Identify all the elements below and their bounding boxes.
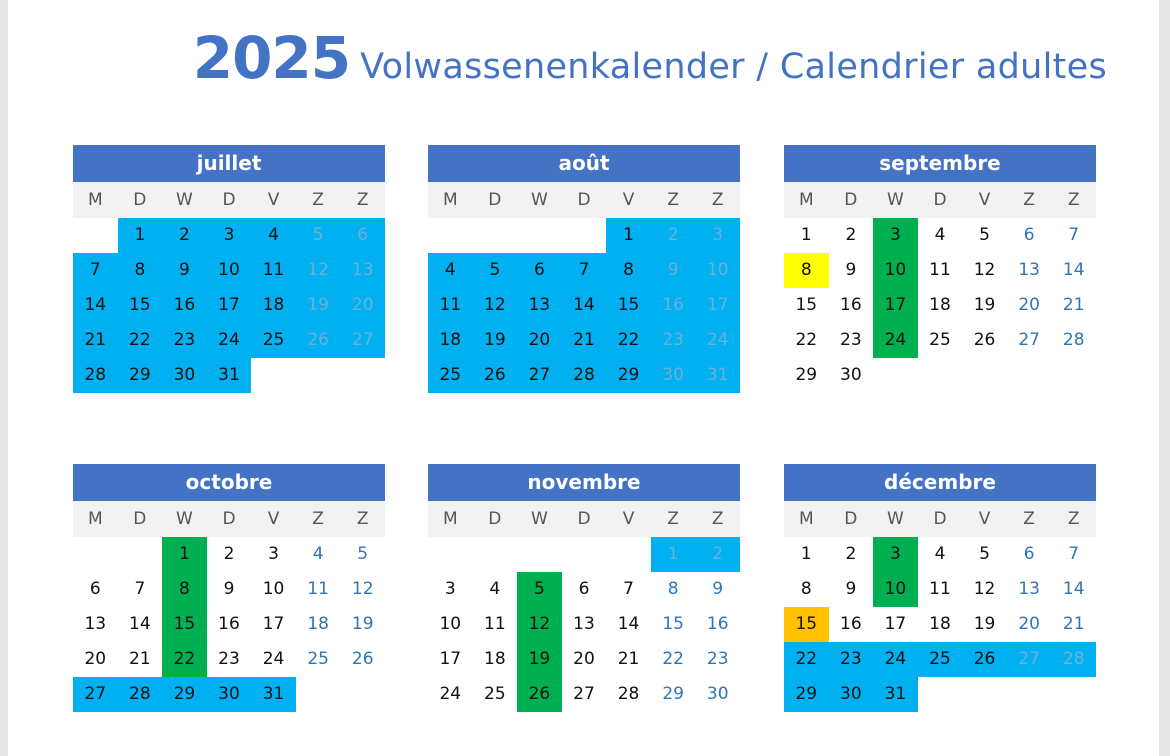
day-cell: 24: [873, 323, 918, 358]
weekday-label: Z: [356, 509, 369, 529]
day-cell: 7: [1068, 544, 1080, 564]
empty-cell: [562, 218, 607, 253]
day-cell: 10: [873, 253, 918, 288]
day-cell: 21: [562, 323, 607, 358]
day-cell: 31: [251, 677, 296, 712]
day-cell: 18: [484, 649, 506, 669]
day-cell: 20: [517, 323, 562, 358]
day-cell: 17: [207, 288, 252, 323]
day-cell: 28: [617, 684, 640, 704]
day-cell: 27: [517, 358, 562, 393]
day-cell: 1: [651, 537, 696, 572]
day-cell: 17: [439, 649, 462, 669]
day-cell: 1: [800, 544, 812, 564]
weekday-label: Z: [312, 509, 324, 529]
day-cell: 12: [351, 579, 374, 599]
month-title: septembre: [784, 145, 1096, 182]
day-cell: 19: [973, 295, 996, 315]
day-grid: [73, 537, 385, 712]
weekday-label: V: [267, 509, 280, 529]
day-cell: 23: [706, 649, 729, 669]
month-block: [784, 464, 1096, 712]
day-cell: 21: [129, 649, 151, 669]
day-cell: 4: [312, 544, 324, 564]
day-cell: 24: [873, 642, 918, 677]
month-title: novembre: [428, 464, 740, 501]
weekday-label: Z: [356, 190, 369, 210]
day-cell: 15: [662, 614, 684, 634]
day-cell: 4: [251, 218, 296, 253]
weekday-label: Z: [667, 509, 679, 529]
weekday-label: W: [176, 509, 193, 529]
day-grid: [428, 537, 740, 712]
day-cell: 3: [268, 544, 279, 564]
day-cell: 15: [606, 288, 651, 323]
day-cell: 18: [307, 614, 329, 634]
weekday-label: W: [887, 509, 904, 529]
day-cell: 3: [873, 218, 918, 253]
weekday-label: D: [133, 509, 147, 529]
day-cell: 12: [973, 579, 996, 599]
day-cell: 8: [667, 579, 679, 599]
day-cell: 16: [218, 614, 240, 634]
day-cell: 5: [979, 225, 990, 245]
weekday-label: D: [577, 190, 591, 210]
day-cell: 14: [617, 614, 640, 634]
day-cell: 27: [573, 684, 595, 704]
day-cell: 23: [162, 323, 207, 358]
weekday-label: Z: [1023, 190, 1035, 210]
day-cell: 20: [573, 649, 595, 669]
weekday-header-row: [73, 182, 385, 218]
month-title: octobre: [73, 464, 385, 501]
day-cell: 29: [662, 684, 684, 704]
day-cell: 27: [1007, 642, 1052, 677]
day-cell: 11: [929, 579, 951, 599]
day-cell: 2: [223, 544, 235, 564]
page-title: [8, 24, 1107, 92]
day-cell: 7: [623, 579, 634, 599]
day-cell: 13: [340, 253, 385, 288]
weekday-label: V: [622, 509, 635, 529]
weekday-label: W: [531, 509, 548, 529]
weekday-label: V: [622, 190, 635, 210]
weekday-label: Z: [1067, 509, 1080, 529]
day-cell: 21: [1062, 295, 1085, 315]
day-cell: 23: [218, 649, 240, 669]
empty-cell: [118, 537, 163, 572]
day-cell: 7: [1068, 225, 1080, 245]
weekday-label: M: [442, 190, 458, 210]
day-cell: 15: [784, 607, 829, 642]
day-cell: 25: [484, 684, 506, 704]
weekday-label: D: [577, 509, 591, 529]
day-cell: 13: [517, 288, 562, 323]
weekday-label: Z: [667, 190, 679, 210]
day-cell: 23: [840, 330, 862, 350]
day-cell: 24: [439, 684, 462, 704]
day-cell: 29: [162, 677, 207, 712]
day-cell: 8: [800, 579, 812, 599]
day-cell: 11: [307, 579, 329, 599]
day-cell: 11: [251, 253, 296, 288]
empty-cell: [606, 537, 651, 572]
day-cell: 8: [162, 572, 207, 607]
day-cell: 12: [473, 288, 518, 323]
day-cell: 19: [296, 288, 341, 323]
day-cell: 25: [251, 323, 296, 358]
empty-cell: [73, 218, 118, 253]
day-cell: 17: [884, 614, 907, 634]
day-cell: 3: [207, 218, 252, 253]
day-cell: 15: [795, 295, 818, 315]
day-cell: 29: [118, 358, 163, 393]
title-subtitle: Volwassenenkalender / Calendrier adultes: [360, 47, 1107, 87]
weekday-label: D: [222, 190, 236, 210]
day-cell: 10: [695, 253, 740, 288]
day-cell: 14: [73, 288, 118, 323]
day-cell: 17: [873, 288, 918, 323]
day-cell: 5: [296, 218, 341, 253]
empty-cell: [517, 218, 562, 253]
weekday-header-row: [428, 182, 740, 218]
day-cell: 22: [162, 642, 207, 677]
day-cell: 3: [695, 218, 740, 253]
day-cell: 6: [1023, 544, 1035, 564]
day-cell: 22: [606, 323, 651, 358]
day-cell: 25: [428, 358, 473, 393]
month-title: décembre: [784, 464, 1096, 501]
weekday-label: M: [798, 190, 814, 210]
month-block: [428, 464, 740, 712]
day-cell: 29: [795, 365, 818, 385]
day-cell: 19: [517, 642, 562, 677]
day-cell: 5: [517, 572, 562, 607]
day-cell: 28: [73, 358, 118, 393]
day-cell: 9: [162, 253, 207, 288]
weekday-label: Z: [1023, 509, 1035, 529]
day-cell: 10: [439, 614, 462, 634]
weekday-label: M: [87, 190, 103, 210]
weekday-label: Z: [711, 509, 724, 529]
day-cell: 29: [606, 358, 651, 393]
weekday-label: W: [887, 190, 904, 210]
weekday-header-row: [73, 501, 385, 537]
day-cell: 22: [662, 649, 684, 669]
day-cell: 4: [428, 253, 473, 288]
day-cell: 23: [829, 642, 874, 677]
day-cell: 6: [517, 253, 562, 288]
day-cell: 13: [1018, 260, 1040, 280]
day-cell: 27: [1018, 330, 1040, 350]
day-cell: 21: [1062, 614, 1085, 634]
day-cell: 21: [617, 649, 640, 669]
day-cell: 26: [351, 649, 374, 669]
day-cell: 16: [840, 614, 862, 634]
day-cell: 28: [118, 677, 163, 712]
day-cell: 11: [484, 614, 506, 634]
day-cell: 8: [118, 253, 163, 288]
day-cell: 10: [873, 572, 918, 607]
month-block: [73, 464, 385, 712]
empty-cell: [517, 537, 562, 572]
day-grid: [784, 218, 1096, 393]
day-cell: 1: [606, 218, 651, 253]
day-cell: 14: [1062, 579, 1085, 599]
day-cell: 10: [207, 253, 252, 288]
day-cell: 20: [1018, 295, 1040, 315]
empty-cell: [73, 537, 118, 572]
day-cell: 17: [695, 288, 740, 323]
day-cell: 3: [873, 537, 918, 572]
title-year: 2025: [192, 24, 351, 92]
day-cell: 7: [134, 579, 146, 599]
day-cell: 20: [340, 288, 385, 323]
day-cell: 18: [428, 323, 473, 358]
day-cell: 8: [784, 253, 829, 288]
day-cell: 30: [829, 677, 874, 712]
day-cell: 30: [706, 684, 729, 704]
day-cell: 6: [578, 579, 590, 599]
day-cell: 5: [979, 544, 990, 564]
weekday-label: M: [87, 509, 103, 529]
day-cell: 2: [162, 218, 207, 253]
day-cell: 11: [428, 288, 473, 323]
weekday-label: D: [222, 509, 236, 529]
day-cell: 19: [973, 614, 996, 634]
weekday-label: V: [978, 509, 991, 529]
weekday-label: M: [798, 509, 814, 529]
day-cell: 25: [929, 330, 951, 350]
day-cell: 25: [307, 649, 329, 669]
empty-cell: [562, 537, 607, 572]
weekday-label: Z: [711, 190, 724, 210]
day-cell: 19: [473, 323, 518, 358]
empty-cell: [428, 537, 473, 572]
day-cell: 14: [562, 288, 607, 323]
day-cell: 5: [473, 253, 518, 288]
weekday-label: D: [488, 190, 502, 210]
calendar-page: [8, 0, 1159, 756]
day-cell: 9: [845, 260, 857, 280]
day-cell: 24: [695, 323, 740, 358]
weekday-header-row: [784, 182, 1096, 218]
day-cell: 7: [562, 253, 607, 288]
weekday-label: D: [933, 509, 947, 529]
month-block: [428, 145, 740, 393]
weekday-label: D: [844, 509, 858, 529]
day-cell: 25: [918, 642, 963, 677]
day-cell: 16: [706, 614, 729, 634]
day-grid: [428, 218, 740, 393]
day-cell: 15: [162, 607, 207, 642]
day-cell: 24: [262, 649, 285, 669]
weekday-label: D: [933, 190, 947, 210]
day-cell: 31: [873, 677, 918, 712]
day-cell: 20: [1018, 614, 1040, 634]
day-cell: 27: [73, 677, 118, 712]
day-cell: 6: [89, 579, 101, 599]
day-cell: 26: [517, 677, 562, 712]
day-cell: 9: [223, 579, 235, 599]
day-cell: 26: [962, 642, 1007, 677]
weekday-label: Z: [312, 190, 324, 210]
day-cell: 9: [712, 579, 724, 599]
empty-cell: [473, 537, 518, 572]
weekday-label: Z: [1067, 190, 1080, 210]
day-cell: 30: [651, 358, 696, 393]
month-title: août: [428, 145, 740, 182]
day-cell: 5: [357, 544, 369, 564]
day-cell: 21: [73, 323, 118, 358]
day-cell: 29: [784, 677, 829, 712]
day-cell: 16: [651, 288, 696, 323]
weekday-label: D: [133, 190, 147, 210]
day-cell: 14: [129, 614, 151, 634]
day-cell: 6: [1023, 225, 1035, 245]
day-cell: 17: [262, 614, 285, 634]
day-cell: 1: [118, 218, 163, 253]
day-cell: 20: [84, 649, 107, 669]
weekday-header-row: [784, 501, 1096, 537]
day-cell: 16: [840, 295, 862, 315]
day-cell: 9: [845, 579, 857, 599]
day-cell: 28: [1062, 330, 1085, 350]
day-cell: 13: [84, 614, 107, 634]
day-cell: 30: [840, 365, 862, 385]
day-cell: 2: [845, 544, 857, 564]
day-cell: 12: [517, 607, 562, 642]
day-cell: 6: [340, 218, 385, 253]
day-cell: 3: [444, 579, 456, 599]
month-block: [784, 145, 1096, 393]
day-cell: 2: [695, 537, 740, 572]
day-cell: 15: [118, 288, 163, 323]
day-cell: 11: [929, 260, 951, 280]
weekday-label: V: [267, 190, 280, 210]
day-cell: 18: [929, 614, 951, 634]
weekday-label: W: [531, 190, 548, 210]
empty-cell: [473, 218, 518, 253]
month-block: [73, 145, 385, 393]
day-cell: 26: [973, 330, 996, 350]
day-cell: 1: [800, 225, 812, 245]
day-cell: 19: [351, 614, 374, 634]
day-cell: 2: [651, 218, 696, 253]
day-cell: 28: [562, 358, 607, 393]
day-cell: 22: [784, 642, 829, 677]
weekday-label: V: [978, 190, 991, 210]
day-cell: 4: [489, 579, 501, 599]
day-cell: 4: [934, 225, 946, 245]
day-cell: 16: [162, 288, 207, 323]
day-cell: 13: [573, 614, 595, 634]
month-title: juillet: [73, 145, 385, 182]
day-cell: 24: [207, 323, 252, 358]
day-cell: 26: [296, 323, 341, 358]
day-cell: 27: [340, 323, 385, 358]
day-cell: 30: [162, 358, 207, 393]
day-cell: 30: [207, 677, 252, 712]
day-cell: 2: [845, 225, 857, 245]
weekday-label: W: [176, 190, 193, 210]
day-cell: 18: [251, 288, 296, 323]
day-grid: [73, 218, 385, 393]
day-cell: 12: [973, 260, 996, 280]
day-cell: 22: [118, 323, 163, 358]
day-grid: [784, 537, 1096, 712]
weekday-label: D: [488, 509, 502, 529]
day-cell: 9: [651, 253, 696, 288]
weekday-header-row: [428, 501, 740, 537]
day-cell: 31: [207, 358, 252, 393]
day-cell: 23: [651, 323, 696, 358]
day-cell: 12: [296, 253, 341, 288]
day-cell: 10: [262, 579, 285, 599]
day-cell: 22: [795, 330, 818, 350]
weekday-label: D: [844, 190, 858, 210]
day-cell: 14: [1062, 260, 1085, 280]
day-cell: 18: [929, 295, 951, 315]
empty-cell: [428, 218, 473, 253]
day-cell: 13: [1018, 579, 1040, 599]
weekday-label: M: [442, 509, 458, 529]
day-cell: 8: [606, 253, 651, 288]
day-cell: 31: [695, 358, 740, 393]
day-cell: 7: [73, 253, 118, 288]
day-cell: 4: [934, 544, 946, 564]
day-cell: 1: [162, 537, 207, 572]
day-cell: 26: [473, 358, 518, 393]
day-cell: 28: [1051, 642, 1096, 677]
